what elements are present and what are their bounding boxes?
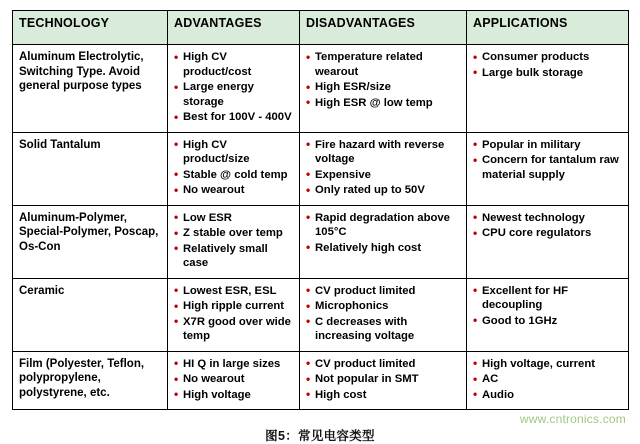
list-item: • Audio — [473, 388, 622, 403]
list-item: • High voltage — [174, 388, 293, 403]
column-header-technology: TECHNOLOGY — [13, 11, 168, 45]
cell-disadvantages — [300, 278, 467, 351]
bullet-list — [306, 138, 460, 198]
bullet-list — [306, 357, 460, 403]
list-item: • CV product limited — [306, 357, 460, 372]
list-item: • C decreases with increasing voltage — [306, 315, 460, 344]
bullet-list — [306, 284, 460, 344]
bullet-list — [306, 50, 460, 110]
list-item: • Large energy storage — [174, 80, 293, 109]
list-item: • High ESR/size — [306, 80, 460, 95]
list-item: • Good to 1GHz — [473, 314, 622, 329]
bullet-list — [306, 211, 460, 256]
cell-technology: Aluminum Electrolytic, Switching Type. Avoid general purpose types — [13, 45, 168, 133]
cell-applications — [467, 278, 629, 351]
list-item: • High CV product/cost — [174, 50, 293, 79]
list-item: • Stable @ cold temp — [174, 168, 293, 183]
table-body — [13, 45, 629, 410]
list-item: • Lowest ESR, ESL — [174, 284, 293, 299]
table-row — [13, 205, 629, 278]
table-header — [13, 11, 629, 45]
list-item: • Relatively small case — [174, 242, 293, 271]
list-item: • Temperature related wearout — [306, 50, 460, 79]
cell-disadvantages — [300, 205, 467, 278]
list-item: • HI Q in large sizes — [174, 357, 293, 372]
list-item: • Low ESR — [174, 211, 293, 226]
list-item: • Microphonics — [306, 299, 460, 314]
cell-disadvantages — [300, 132, 467, 205]
bullet-list — [473, 211, 622, 241]
list-item: • No wearout — [174, 372, 293, 387]
list-item: • High CV product/size — [174, 138, 293, 167]
cell-applications — [467, 132, 629, 205]
list-item: • High cost — [306, 388, 460, 403]
cell-disadvantages — [300, 351, 467, 410]
list-item: • X7R good over wide temp — [174, 315, 293, 344]
bullet-list — [174, 211, 293, 271]
table-row — [13, 45, 629, 133]
cell-advantages — [168, 205, 300, 278]
capacitor-technology-table — [12, 10, 629, 410]
cell-advantages — [168, 278, 300, 351]
list-item: • Newest technology — [473, 211, 622, 226]
cell-technology: Solid Tantalum — [13, 132, 168, 205]
column-header-disadvantages: DISADVANTAGES — [300, 11, 467, 45]
bullet-list — [174, 357, 293, 403]
bullet-list — [473, 138, 622, 183]
list-item: • Popular in military — [473, 138, 622, 153]
bullet-list — [473, 357, 622, 403]
watermark: www.cntronics.com — [519, 412, 626, 426]
bullet-list — [473, 284, 622, 329]
list-item: • AC — [473, 372, 622, 387]
bullet-list — [174, 50, 293, 125]
list-item: • High voltage, current — [473, 357, 622, 372]
list-item: • Only rated up to 50V — [306, 183, 460, 198]
list-item: • Expensive — [306, 168, 460, 183]
list-item: • CPU core regulators — [473, 226, 622, 241]
cell-disadvantages — [300, 45, 467, 133]
cell-advantages — [168, 132, 300, 205]
table-row — [13, 132, 629, 205]
list-item: • Excellent for HF decoupling — [473, 284, 622, 313]
figure-caption: 图5：常见电容类型 — [265, 429, 375, 443]
list-item: • Best for 100V - 400V — [174, 110, 293, 125]
list-item: • Concern for tantalum raw material supply — [473, 153, 622, 182]
bullet-list — [174, 138, 293, 198]
list-item: • Fire hazard with reverse voltage — [306, 138, 460, 167]
list-item: • High ripple current — [174, 299, 293, 314]
cell-applications — [467, 351, 629, 410]
cell-advantages — [168, 351, 300, 410]
cell-technology: Film (Polyester, Teflon, polypropylene, polystyrene, etc. — [13, 351, 168, 410]
list-item: • Z stable over temp — [174, 226, 293, 241]
column-header-advantages: ADVANTAGES — [168, 11, 300, 45]
table-header-row — [13, 11, 629, 45]
table-row — [13, 278, 629, 351]
list-item: • Not popular in SMT — [306, 372, 460, 387]
cell-technology: Ceramic — [13, 278, 168, 351]
table-row — [13, 351, 629, 410]
bullet-list — [473, 50, 622, 80]
cell-technology: Aluminum-Polymer, Special-Polymer, Poscap, Os-Con — [13, 205, 168, 278]
cell-applications — [467, 205, 629, 278]
cell-advantages — [168, 45, 300, 133]
cell-applications — [467, 45, 629, 133]
list-item: • Relatively high cost — [306, 241, 460, 256]
list-item: • No wearout — [174, 183, 293, 198]
list-item: • High ESR @ low temp — [306, 96, 460, 111]
list-item: • CV product limited — [306, 284, 460, 299]
column-header-applications: APPLICATIONS — [467, 11, 629, 45]
list-item: • Large bulk storage — [473, 66, 622, 81]
list-item: • Consumer products — [473, 50, 622, 65]
list-item: • Rapid degradation above 105°C — [306, 211, 460, 240]
bullet-list — [174, 284, 293, 344]
